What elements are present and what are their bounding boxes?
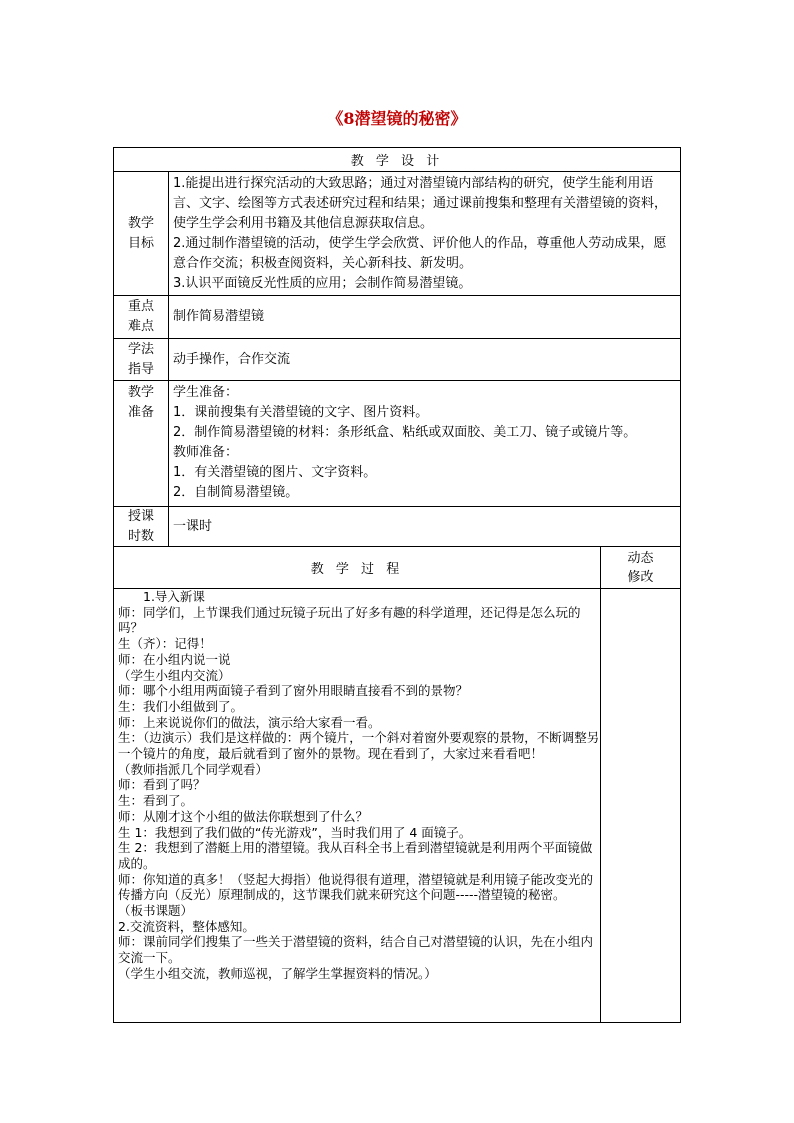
methods-content: 动手操作，合作交流 xyxy=(173,351,291,367)
process-line: （板书课题） xyxy=(118,903,194,919)
objective-item: 1.能提出进行探究活动的大致思路；通过对潜望镜内部结构的研究，使学生能利用语言、文字、绘图等方式表述研究过程和结果；通过课前搜集和整理有关潜望镜的资料，使学生学会利用书籍及其他信息源获取信息。 xyxy=(173,176,668,231)
process-line: 生 2：我想到了潜艇上用的潜望镜。我从百科全书上看到潜望镜就是利用两个平面镜做成的。 xyxy=(118,840,593,871)
process-line: （学生小组交流，教师巡视，了解学生掌握资料的情况。） xyxy=(118,965,437,981)
dynamic-content xyxy=(601,589,680,1022)
lesson-plan-table xyxy=(113,147,681,1023)
prep-line: 2．自制简易潜望镜。 xyxy=(173,485,299,500)
objectives-row xyxy=(114,172,680,296)
process-line: 1.导入新课 xyxy=(118,589,205,604)
prep-line: 教师准备： xyxy=(173,445,239,460)
methods-label: 学法 指导 xyxy=(114,339,169,380)
hours-label: 授课 时数 xyxy=(114,507,169,546)
process-header-row xyxy=(114,547,680,589)
hours-row xyxy=(114,507,680,547)
preparation-content xyxy=(169,381,680,506)
objective-item: 2.通过制作潜望镜的活动，使学生学会欣赏、评价他人的作品，尊重他人劳动成果，愿意合作交流；积极查阅资料，关心新科技、新发明。 xyxy=(173,236,667,271)
key-points-content: 制作简易潜望镜 xyxy=(173,309,265,324)
hours-content: 一课时 xyxy=(173,518,213,534)
dynamic-header: 动态 修改 xyxy=(627,550,654,585)
process-content-row xyxy=(114,589,680,1022)
prep-line: 1．有关潜望镜的图片、文字资料。 xyxy=(173,465,377,480)
design-header: 教 学 设 计 xyxy=(350,154,444,169)
process-line: 师：你知道的真多！（竖起大拇指）他说得很有道理，潜望镜就是利用镜子能改变光的传播方向（反光）原理制成的，这节课我们就来研究这个问题-----潜望镜的秘密。 xyxy=(118,871,594,903)
preparation-label: 教学 准备 xyxy=(114,381,169,506)
objective-item: 3.认识平面镜反光性质的应用；会制作简易潜望镜。 xyxy=(173,276,472,291)
methods-row xyxy=(114,339,680,381)
process-text xyxy=(118,589,600,982)
key-points-row xyxy=(114,296,680,339)
process-line: 生：我们小组做到了。 xyxy=(118,698,244,714)
process-line: （教师指派几个同学观看） xyxy=(118,761,269,777)
process-line: 生 1：我想到了我们做的“传光游戏”，当时我们用了 4 面镜子。 xyxy=(118,824,472,840)
prep-line: 1．课前搜集有关潜望镜的文字、图片资料。 xyxy=(173,405,429,420)
process-line: 师：上来说说你们的做法，演示给大家看一看。 xyxy=(118,714,381,730)
process-line: 生：看到了。 xyxy=(118,793,194,809)
objectives-label: 教学 目标 xyxy=(114,172,169,295)
process-line: 2.交流资料，整体感知。 xyxy=(118,918,255,934)
design-header-row xyxy=(114,148,680,172)
process-line: （学生小组内交流） xyxy=(118,667,231,683)
process-line: 师：哪个小组用两面镜子看到了窗外用眼睛直接看不到的景物？ xyxy=(118,683,469,699)
process-line: 师：在小组内说一说 xyxy=(118,651,231,667)
process-line: 师：看到了吗？ xyxy=(118,777,206,793)
process-line: 师：同学们，上节课我们通过玩镜子玩出了好多有趣的科学道理，还记得是怎么玩的吗？ xyxy=(118,604,581,636)
process-line: 师：课前同学们搜集了一些关于潜望镜的资料，结合自己对潜望镜的认识，先在小组内交流一下。 xyxy=(118,934,594,966)
process-line: 生：（边演示）我们是这样做的：两个镜片，一个斜对着窗外要观察的景物，不断调整另一个镜片的角度，最后就看到了窗外的景物。现在看到了，大家过来看看吧！ xyxy=(118,730,600,762)
process-header: 教 学 过 程 xyxy=(310,562,404,577)
objectives-content xyxy=(169,172,680,295)
document-title: 《8潜望镜的秘密》 xyxy=(327,109,467,128)
prep-line: 2．制作简易潜望镜的材料：条形纸盒、粘纸或双面胶、美工刀、镜子或镜片等。 xyxy=(173,425,637,440)
key-points-label: 重点 难点 xyxy=(114,296,169,338)
process-line: 师：从刚才这个小组的做法你联想到了什么？ xyxy=(118,808,369,824)
preparation-row xyxy=(114,381,680,507)
process-line: 生（齐）：记得！ xyxy=(118,636,212,652)
prep-line: 学生准备： xyxy=(173,385,239,400)
